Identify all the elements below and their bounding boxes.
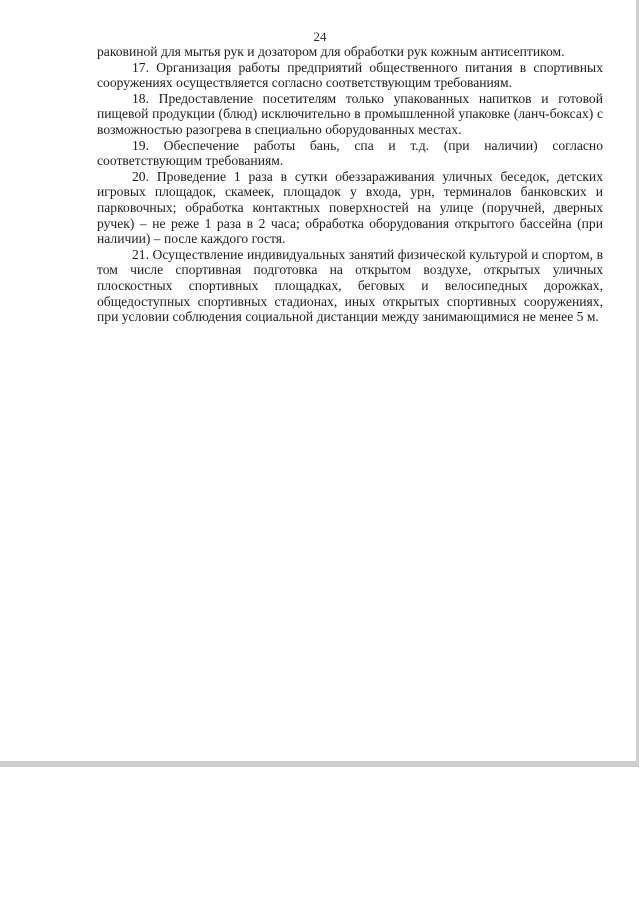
paragraph-19: 19. Обеспечение работы бань, спа и т.д. (при наличии) согласно соответствующим требованиям. <box>97 137 603 169</box>
paragraph-17: 17. Организация работы предприятий общественного питания в спортивных сооружениях осуществляется согласно соответствующим требованиям. <box>97 59 603 91</box>
paragraph-continuation: раковиной для мытья рук и дозатором для обработки рук кожным антисептиком. <box>97 44 565 59</box>
paragraph-18: 18. Предоставление посетителям только упакованных напитков и готовой пищевой продукции (блюд) исключительно в промышленной упаковке (ланч-боксах) с возможностью разогрева в специально оборудованных местах. <box>97 90 603 137</box>
document-body <box>97 44 603 325</box>
paragraph-21: 21. Осуществление индивидуальных занятий физической культурой и спортом, в том числе спортивная подготовка на открытом воздухе, открытых уличных плоскостных спортивных площадках, беговых и велосипедных дорожках, общедоступных спортивных стадионах, иных открытых спортивных сооружениях, при условии соблюдения социальной дистанции между занимающимися не менее 5 м. <box>97 246 603 325</box>
page-number: 24 <box>313 29 327 44</box>
paragraph-20: 20. Проведение 1 раза в сутки обеззараживания уличных беседок, детских игровых площадок, скамеек, площадок у входа, урн, терминалов банковских и парковочных; обработка контактных поверхностей на улице (поручней, дверных ручек) – не реже 1 раза в 2 часа; обработка оборудования открытого бассейна (при наличии) – после каждого гостя. <box>97 168 603 247</box>
